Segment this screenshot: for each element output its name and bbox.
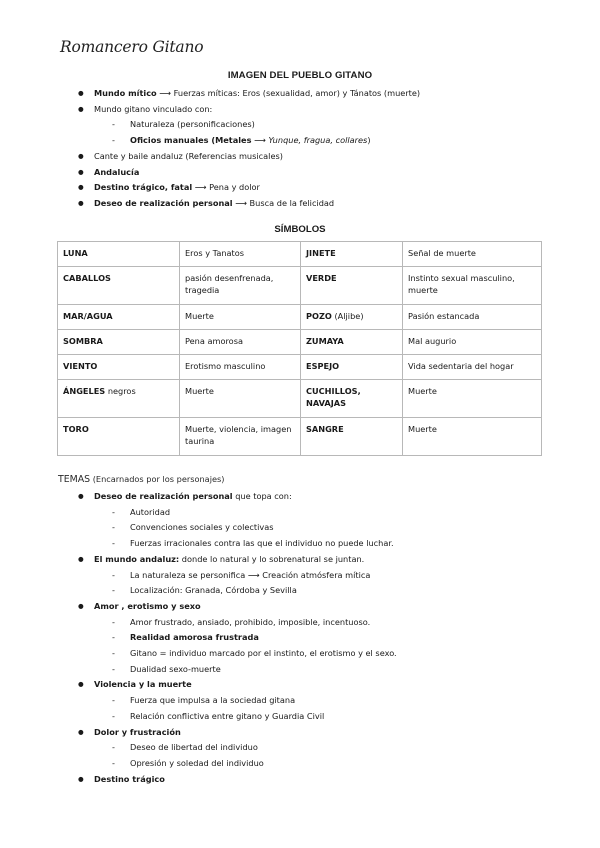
item-text: Mundo gitano vinculado con: [94,103,213,114]
sub-list [94,740,558,771]
item-bold: Deseo de realización personal [94,197,233,208]
item-bold: El mundo andaluz: [94,553,180,564]
sub-item: - La naturaleza se personifica ⟶ Creación atmósfera mítica [94,568,558,584]
table-cell: Señal de muerte [403,242,542,267]
table-cell: ESPEJO [301,355,403,380]
sub-item: - Autoridad [94,505,558,521]
temas-title: TEMAS [58,474,91,485]
table-cell: Muerte [180,305,301,330]
sub-item [94,133,558,149]
table-cell: Instinto sexual masculino, muerte [403,267,542,305]
table-cell: Muerte, violencia, imagen taurina [180,418,301,456]
cell-text: (Aljibe) [331,311,364,321]
table-cell: SOMBRA [58,330,180,355]
table-row [58,305,542,330]
page-header: Romancero Gitano [60,38,204,56]
sub-item: - Fuerzas irracionales contra las que el individuo no puede luchar. [94,536,558,552]
sub-item: - Deseo de libertad del individuo [94,740,558,756]
item-bold: Oficios manuales (Metales [130,135,252,146]
item-bold: Andalucía [94,166,140,177]
list-item [78,102,558,149]
table-row [58,380,542,418]
table-cell: Vida sedentaria del hogar [403,355,542,380]
table-row [58,242,542,267]
table-cell: Eros y Tanatos [180,242,301,267]
item-text: ⟶ [251,135,269,146]
table-cell: VERDE [301,267,403,305]
list-item [78,725,558,772]
item-text: ⟶ Busca de la felicidad [232,197,335,208]
table-cell: pasión desenfrenada, tragedia [180,267,301,305]
sub-item [94,630,558,646]
list-item [78,599,558,678]
item-bold: Realidad amorosa frustrada [130,632,259,643]
table-cell: Pena amorosa [180,330,301,355]
table-cell: Muerte [403,380,542,418]
item-bold: Destino trágico, fatal [94,182,193,193]
table-row [58,330,542,355]
table-cell: Mal augurio [403,330,542,355]
list-item [78,86,558,102]
item-text: Naturaleza (personificaciones) [130,119,255,130]
sub-item [94,117,558,133]
list-item [78,552,558,599]
sub-item: - Relación conflictiva entre gitano y Guardia Civil [94,709,558,725]
simbolos-table [57,241,542,456]
table-cell: JINETE [301,242,403,267]
item-bold: Violencia y la muerte [94,679,192,690]
temas-heading [58,474,224,485]
table-cell: Erotismo masculino [180,355,301,380]
sub-item: - Gitano = individuo marcado por el instinto, el erotismo y el sexo. [94,646,558,662]
sub-list [94,615,558,678]
sub-list [94,505,558,552]
item-text: Cante y baile andaluz (Referencias musicales) [94,150,283,161]
item-bold: Deseo de realización personal [94,491,233,501]
temas-subtitle: (Encarnados por los personajes) [90,474,225,484]
table-cell: SANGRE [301,418,403,456]
item-text: que topa con: [232,491,292,501]
cell-bold: POZO [306,311,332,321]
item-text: ⟶ Fuerzas míticas: Eros (sexualidad, amor) y Tánatos (muerte) [156,88,421,98]
sub-item: - Localización: Granada, Córdoba y Sevilla [94,583,558,599]
table-cell: Muerte [180,380,301,418]
sub-item: - Opresión y soledad del individuo [94,756,558,772]
list-item [78,489,558,552]
table-cell: VIENTO [58,355,180,380]
table-row [58,267,542,305]
item-bold: Dolor y frustración [94,726,181,737]
cell-text: negros [105,386,136,396]
item-bold: Amor , erotismo y sexo [94,600,201,611]
item-text: donde lo natural y lo sobrenatural se juntan. [179,553,365,564]
sub-list [94,117,558,148]
imagen-list [78,86,558,212]
sub-item: - Fuerza que impulsa a la sociedad gitana [94,693,558,709]
table-row [58,418,542,456]
table-row [58,355,542,380]
table-cell: MAR/AGUA [58,305,180,330]
table-cell: Muerte [403,418,542,456]
section-title-simbolos: SÍMBOLOS [274,224,326,235]
table-cell: LUNA [58,242,180,267]
table-cell: CABALLOS [58,267,180,305]
section-title-imagen: IMAGEN DEL PUEBLO GITANO [227,70,373,81]
sub-item: - Convenciones sociales y colectivas [94,520,558,536]
list-item [78,677,558,724]
sub-list [94,693,558,724]
cell-bold: ÁNGELES [63,386,106,396]
table-cell: CUCHILLOS, NAVAJAS [301,380,403,418]
table-cell [58,380,180,418]
item-bold: Destino trágico [94,773,165,784]
item-italic: Yunque, fragua, collares [268,135,368,146]
table-cell: ZUMAYA [301,330,403,355]
table-cell: Pasión estancada [403,305,542,330]
item-text: ) [367,135,371,146]
item-bold: Mundo mítico [94,88,157,98]
temas-list [78,489,558,787]
list-item [78,149,558,165]
sub-item: - Amor frustrado, ansiado, prohibido, imposible, incentuoso. [94,615,558,631]
list-item [78,196,558,212]
list-item [78,165,558,181]
table-cell: TORO [58,418,180,456]
item-text: ⟶ Pena y dolor [192,182,260,193]
table-cell [301,305,403,330]
sub-list [94,568,558,599]
sub-item: - Dualidad sexo-muerte [94,662,558,678]
list-item [78,180,558,196]
list-item [78,772,558,788]
